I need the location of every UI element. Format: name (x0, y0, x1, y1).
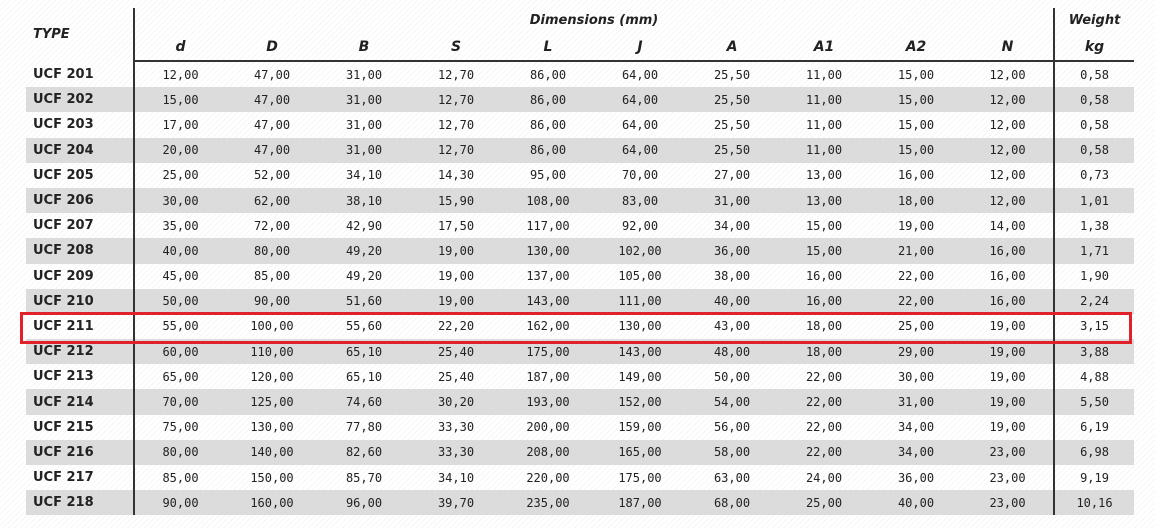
value-cell-b: 55,60 (345, 319, 383, 334)
weight-cell: 6,19 (1054, 415, 1134, 440)
table-row (26, 415, 1134, 440)
value-cell-b: 31,00 (345, 117, 383, 132)
value-cell-d: 35,00 (162, 218, 199, 233)
type-cell: UCF 201 (26, 61, 134, 87)
type-cell: UCF 214 (26, 389, 134, 414)
value-cell-l: 130,00 (502, 238, 594, 263)
table-row (26, 289, 1134, 314)
type-cell: UCF 217 (26, 465, 134, 490)
value-cell-j: 187,00 (594, 490, 686, 515)
value-cell-a: 58,00 (686, 440, 778, 465)
value-cell-d: 130,00 (250, 420, 294, 435)
value-cell-a: 34,00 (713, 218, 751, 233)
column-header-l: L (502, 33, 594, 61)
type-cell: UCF 209 (26, 264, 134, 289)
type-cell: UCF 212 (26, 339, 134, 364)
value-cell-l: 108,00 (502, 188, 594, 213)
value-cell-j: 83,00 (594, 188, 686, 213)
value-cell-l: 86,00 (502, 87, 594, 112)
value-cell-a2: 31,00 (870, 389, 962, 414)
value-cell-a1: 13,00 (805, 168, 843, 183)
value-cell-b: 49,20 (318, 238, 410, 263)
type-cell: UCF 204 (26, 138, 134, 163)
value-cell-d: 47,00 (226, 138, 318, 163)
type-cell: UCF 203 (26, 112, 134, 137)
value-cell-d: 62,00 (226, 188, 318, 213)
value-cell-d: 50,00 (134, 289, 226, 314)
table-row (26, 138, 1134, 163)
value-cell-a: 68,00 (686, 490, 778, 515)
type-cell: UCF 206 (26, 188, 134, 213)
value-cell-l: 187,00 (526, 369, 570, 384)
value-cell-a2: 15,00 (897, 67, 935, 82)
value-cell-l: 86,00 (529, 117, 567, 132)
value-cell-n: 16,00 (962, 289, 1054, 314)
value-cell-a2: 34,00 (897, 420, 935, 435)
value-cell-a2: 18,00 (870, 188, 962, 213)
value-cell-n: 23,00 (962, 440, 1054, 465)
table-row (26, 238, 1134, 263)
value-cell-j: 165,00 (594, 440, 686, 465)
type-cell: UCF 210 (26, 289, 134, 314)
value-cell-a: 48,00 (686, 339, 778, 364)
value-cell-a2: 15,00 (870, 87, 962, 112)
column-header-j: J (594, 33, 686, 61)
weight-cell: 0,58 (1054, 112, 1134, 137)
value-cell-l: 86,00 (529, 67, 567, 82)
value-cell-s: 30,20 (410, 389, 502, 414)
weight-cell: 0,73 (1054, 163, 1134, 188)
table-row (26, 364, 1134, 389)
value-cell-j: 143,00 (594, 339, 686, 364)
table-row (26, 87, 1134, 112)
value-cell-j: 130,00 (618, 319, 662, 334)
value-cell-a1: 22,00 (805, 369, 843, 384)
value-cell-d: 70,00 (134, 389, 226, 414)
weight-cell: 2,24 (1054, 289, 1134, 314)
value-cell-s: 22,20 (437, 319, 475, 334)
value-cell-s: 12,70 (437, 117, 475, 132)
value-cell-d: 12,00 (162, 67, 199, 82)
value-cell-a1: 25,00 (778, 490, 870, 515)
value-cell-n: 19,00 (989, 420, 1026, 435)
value-cell-l: 235,00 (502, 490, 594, 515)
table-row (26, 213, 1134, 238)
dimensions-header: Dimensions (mm) (529, 13, 659, 28)
value-cell-a2: 29,00 (870, 339, 962, 364)
value-cell-s: 39,70 (410, 490, 502, 515)
value-cell-a1: 16,00 (778, 289, 870, 314)
column-header-s: S (410, 33, 502, 61)
value-cell-a: 25,50 (713, 117, 751, 132)
value-cell-l: 208,00 (502, 440, 594, 465)
value-cell-d: 47,00 (253, 117, 291, 132)
value-cell-s: 12,70 (410, 87, 502, 112)
value-cell-a: 31,00 (686, 188, 778, 213)
value-cell-d: 80,00 (134, 440, 226, 465)
table-row (26, 389, 1134, 414)
weight-cell: 4,88 (1054, 364, 1134, 389)
value-cell-b: 49,20 (345, 269, 383, 284)
value-cell-a2: 34,00 (870, 440, 962, 465)
type-cell: UCF 215 (26, 415, 134, 440)
value-cell-a: 25,50 (713, 67, 751, 82)
weight-cell: 0,58 (1054, 61, 1134, 87)
weight-cell: 1,01 (1054, 188, 1134, 213)
value-cell-a2: 15,00 (870, 138, 962, 163)
value-cell-s: 19,00 (437, 269, 475, 284)
value-cell-a1: 11,00 (805, 117, 843, 132)
table-header (26, 8, 1134, 61)
value-cell-l: 95,00 (529, 168, 567, 183)
value-cell-n: 16,00 (962, 238, 1054, 263)
value-cell-s: 19,00 (410, 289, 502, 314)
value-cell-s: 25,40 (437, 369, 475, 384)
value-cell-b: 31,00 (318, 138, 410, 163)
value-cell-a1: 15,00 (805, 218, 843, 233)
value-cell-j: 64,00 (621, 117, 659, 132)
value-cell-n: 12,00 (962, 87, 1054, 112)
value-cell-a: 38,00 (713, 269, 751, 284)
value-cell-d: 90,00 (134, 490, 226, 515)
value-cell-j: 105,00 (618, 269, 662, 284)
value-cell-b: 38,10 (318, 188, 410, 213)
value-cell-b: 82,60 (318, 440, 410, 465)
value-cell-d: 30,00 (134, 188, 226, 213)
value-cell-n: 19,00 (962, 389, 1054, 414)
weight-cell: 1,90 (1054, 264, 1134, 289)
weight-cell: 6,98 (1054, 440, 1134, 465)
weight-cell: 3,15 (1054, 314, 1134, 339)
value-cell-d: 85,00 (162, 470, 199, 485)
weight-cell: 1,71 (1054, 238, 1134, 263)
value-cell-d: 15,00 (134, 87, 226, 112)
table-row (26, 465, 1134, 490)
table-row (26, 163, 1134, 188)
value-cell-s: 25,40 (410, 339, 502, 364)
value-cell-b: 31,00 (318, 87, 410, 112)
value-cell-a: 27,00 (713, 168, 751, 183)
value-cell-j: 64,00 (594, 138, 686, 163)
column-header-row (26, 33, 1134, 61)
value-cell-a2: 30,00 (897, 369, 935, 384)
value-cell-n: 12,00 (962, 138, 1054, 163)
value-cell-s: 12,70 (410, 138, 502, 163)
value-cell-a: 25,50 (686, 87, 778, 112)
value-cell-a1: 24,00 (805, 470, 843, 485)
value-cell-a: 40,00 (686, 289, 778, 314)
value-cell-n: 14,00 (989, 218, 1026, 233)
weight-header: Weight (1054, 8, 1134, 33)
value-cell-d: 52,00 (253, 168, 291, 183)
value-cell-n: 23,00 (962, 490, 1054, 515)
type-cell: UCF 205 (26, 163, 134, 188)
value-cell-j: 111,00 (594, 289, 686, 314)
value-cell-j: 175,00 (618, 470, 662, 485)
value-cell-n: 19,00 (962, 339, 1054, 364)
value-cell-d: 75,00 (162, 420, 199, 435)
weight-cell: 9,19 (1054, 465, 1134, 490)
value-cell-a2: 40,00 (870, 490, 962, 515)
value-cell-n: 16,00 (989, 269, 1026, 284)
value-cell-j: 64,00 (621, 67, 659, 82)
value-cell-d: 160,00 (226, 490, 318, 515)
value-cell-j: 92,00 (621, 218, 659, 233)
weight-cell: 0,58 (1054, 138, 1134, 163)
value-cell-a2: 25,00 (897, 319, 935, 334)
value-cell-n: 12,00 (989, 117, 1026, 132)
value-cell-a: 50,00 (713, 369, 751, 384)
value-cell-j: 70,00 (621, 168, 659, 183)
value-cell-d: 47,00 (226, 87, 318, 112)
value-cell-a1: 22,00 (778, 389, 870, 414)
value-cell-b: 96,00 (318, 490, 410, 515)
column-header-a1: A1 (778, 33, 870, 61)
value-cell-a1: 18,00 (778, 339, 870, 364)
value-cell-b: 31,00 (345, 67, 383, 82)
type-cell: UCF 211 (26, 314, 134, 339)
value-cell-s: 12,70 (437, 67, 475, 82)
value-cell-s: 33,30 (437, 420, 475, 435)
table-row (26, 339, 1134, 364)
value-cell-a2: 22,00 (870, 289, 962, 314)
type-header: TYPE (26, 8, 134, 61)
column-header-a2: A2 (870, 33, 962, 61)
value-cell-l: 137,00 (526, 269, 570, 284)
table-row (26, 490, 1134, 515)
type-cell: UCF 208 (26, 238, 134, 263)
value-cell-d: 65,00 (162, 369, 199, 384)
value-cell-l: 162,00 (526, 319, 570, 334)
value-cell-a1: 11,00 (805, 67, 843, 82)
value-cell-a: 56,00 (713, 420, 751, 435)
value-cell-n: 19,00 (989, 369, 1026, 384)
weight-cell: 5,50 (1054, 389, 1134, 414)
value-cell-b: 65,10 (345, 369, 383, 384)
column-header-kg: kg (1054, 33, 1134, 61)
value-cell-j: 152,00 (594, 389, 686, 414)
value-cell-b: 34,10 (345, 168, 383, 183)
value-cell-l: 200,00 (526, 420, 570, 435)
value-cell-a2: 36,00 (897, 470, 935, 485)
table-row (26, 188, 1134, 213)
value-cell-l: 86,00 (502, 138, 594, 163)
value-cell-l: 175,00 (502, 339, 594, 364)
value-cell-b: 77,80 (345, 420, 383, 435)
value-cell-d: 85,00 (253, 269, 291, 284)
table-row (26, 264, 1134, 289)
value-cell-j: 159,00 (618, 420, 662, 435)
value-cell-d: 90,00 (226, 289, 318, 314)
value-cell-d: 25,00 (162, 168, 199, 183)
value-cell-d: 20,00 (134, 138, 226, 163)
value-cell-a: 25,50 (686, 138, 778, 163)
value-cell-a: 43,00 (713, 319, 751, 334)
value-cell-d: 55,00 (162, 319, 199, 334)
weight-cell: 10,16 (1054, 490, 1134, 515)
value-cell-s: 33,30 (410, 440, 502, 465)
value-cell-s: 34,10 (437, 470, 475, 485)
value-cell-b: 85,70 (345, 470, 383, 485)
value-cell-a1: 22,00 (778, 440, 870, 465)
value-cell-j: 102,00 (594, 238, 686, 263)
value-cell-d: 125,00 (226, 389, 318, 414)
value-cell-a1: 11,00 (778, 138, 870, 163)
value-cell-a2: 15,00 (897, 117, 935, 132)
value-cell-n: 12,00 (989, 168, 1026, 183)
column-header-n: N (962, 33, 1054, 61)
value-cell-a1: 16,00 (805, 269, 843, 284)
value-cell-b: 51,60 (318, 289, 410, 314)
value-cell-j: 64,00 (594, 87, 686, 112)
value-cell-a2: 19,00 (897, 218, 935, 233)
value-cell-n: 23,00 (989, 470, 1026, 485)
value-cell-b: 74,60 (318, 389, 410, 414)
value-cell-a: 54,00 (686, 389, 778, 414)
value-cell-a: 63,00 (713, 470, 751, 485)
value-cell-a2: 16,00 (897, 168, 935, 183)
type-cell: UCF 218 (26, 490, 134, 515)
value-cell-n: 19,00 (989, 319, 1026, 334)
value-cell-n: 12,00 (989, 67, 1026, 82)
type-cell: UCF 202 (26, 87, 134, 112)
value-cell-a1: 11,00 (778, 87, 870, 112)
value-cell-a2: 22,00 (897, 269, 935, 284)
column-header-b: B (318, 33, 410, 61)
dimensions-table (26, 8, 1134, 515)
value-cell-b: 65,10 (318, 339, 410, 364)
column-header-d: d (134, 33, 226, 61)
value-cell-s: 15,90 (410, 188, 502, 213)
value-cell-d: 47,00 (253, 67, 291, 82)
value-cell-d: 45,00 (162, 269, 199, 284)
value-cell-j: 149,00 (618, 369, 662, 384)
type-cell: UCF 216 (26, 440, 134, 465)
value-cell-a: 36,00 (686, 238, 778, 263)
weight-cell: 3,88 (1054, 339, 1134, 364)
value-cell-l: 220,00 (526, 470, 570, 485)
value-cell-d: 60,00 (134, 339, 226, 364)
column-header-a: A (686, 33, 778, 61)
value-cell-l: 117,00 (526, 218, 570, 233)
table-body (26, 61, 1134, 515)
value-cell-d: 72,00 (253, 218, 291, 233)
type-cell: UCF 207 (26, 213, 134, 238)
value-cell-d: 40,00 (134, 238, 226, 263)
table-row (26, 314, 1134, 339)
value-cell-a1: 15,00 (778, 238, 870, 263)
value-cell-n: 12,00 (962, 188, 1054, 213)
value-cell-d: 140,00 (226, 440, 318, 465)
value-cell-a1: 13,00 (778, 188, 870, 213)
weight-cell: 0,58 (1054, 87, 1134, 112)
table-row (26, 61, 1134, 87)
table-row (26, 440, 1134, 465)
column-header-d: D (226, 33, 318, 61)
value-cell-d: 120,00 (250, 369, 294, 384)
value-cell-a1: 18,00 (805, 319, 843, 334)
value-cell-b: 42,90 (345, 218, 383, 233)
value-cell-s: 17,50 (437, 218, 475, 233)
value-cell-a1: 22,00 (805, 420, 843, 435)
value-cell-d: 150,00 (250, 470, 294, 485)
value-cell-l: 193,00 (502, 389, 594, 414)
type-cell: UCF 213 (26, 364, 134, 389)
value-cell-d: 17,00 (162, 117, 199, 132)
value-cell-l: 143,00 (502, 289, 594, 314)
value-cell-a2: 21,00 (870, 238, 962, 263)
value-cell-d: 100,00 (250, 319, 294, 334)
value-cell-d: 80,00 (226, 238, 318, 263)
weight-cell: 1,38 (1054, 213, 1134, 238)
value-cell-s: 19,00 (410, 238, 502, 263)
value-cell-s: 14,30 (437, 168, 475, 183)
table-row (26, 112, 1134, 137)
value-cell-d: 110,00 (226, 339, 318, 364)
